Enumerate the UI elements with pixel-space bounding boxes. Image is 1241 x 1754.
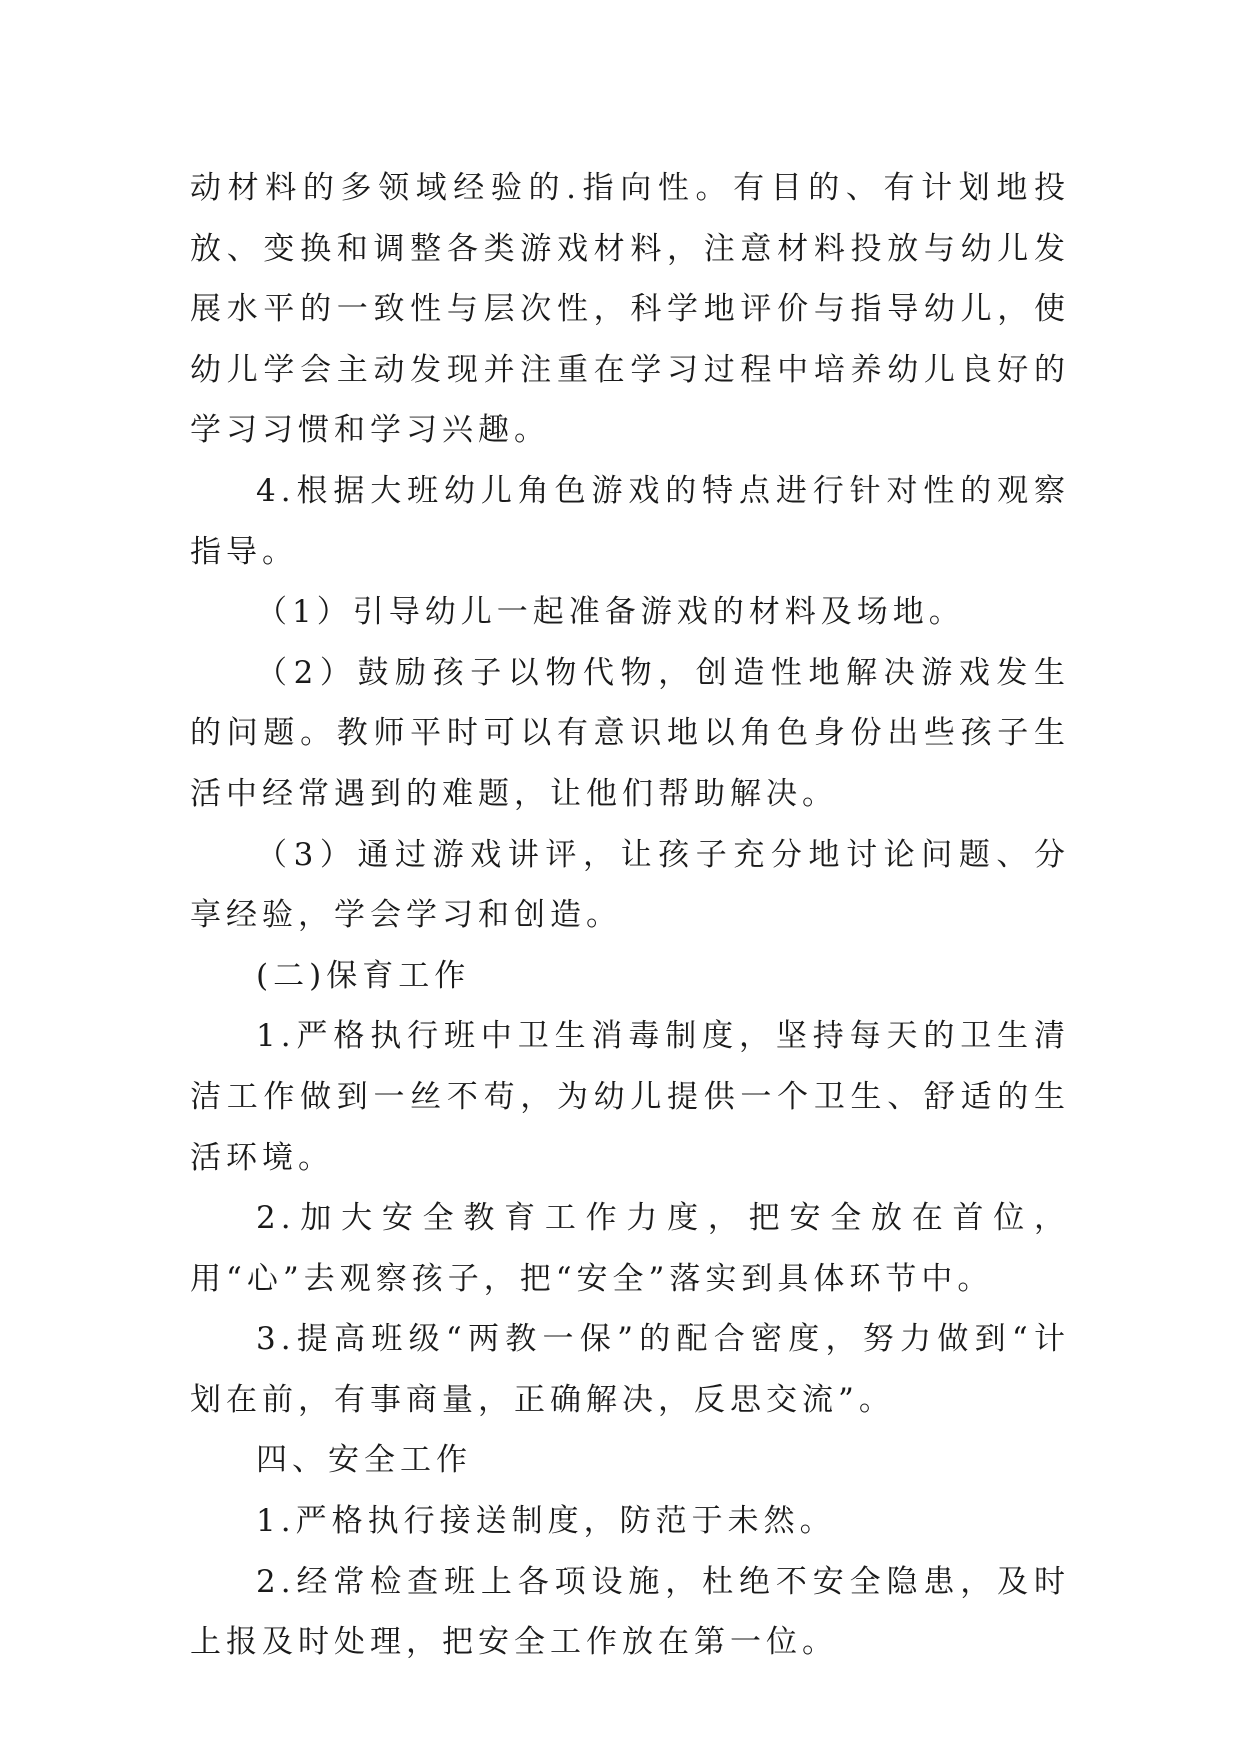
section-heading-care: (二)保育工作 — [256, 957, 471, 994]
paragraph-safety-1: 1.严格执行接送制度，防范于未然。 — [256, 1503, 836, 1540]
document-body — [190, 158, 1070, 1673]
paragraph-care-1: 1.严格执行班中卫生消毒制度，坚持每天的卫生清洁工作做到一丝不苟，为幼儿提供一个卫生、舒适的生活环境。 — [190, 1018, 1070, 1176]
section-heading-safety: 四、安全工作 — [256, 1442, 472, 1479]
paragraph-materials: 动材料的多领域经验的.指向性。有目的、有计划地投放、变换和调整各类游戏材料，注意材料投放与幼儿发展水平的一致性与层次性，科学地评价与指导幼儿，使幼儿学会主动发现并注重在学习过程中培养幼儿良好的学习习惯和学习兴趣。 — [190, 170, 1070, 449]
paragraph-care-2: 2.加大安全教育工作力度，把安全放在首位，用“心”去观察孩子，把“安全”落实到具体环节中。 — [190, 1200, 1070, 1297]
paragraph-sub-1: （1）引导幼儿一起准备游戏的材料及场地。 — [256, 594, 965, 631]
paragraph-sub-3: （3）通过游戏讲评，让孩子充分地讨论问题、分享经验，学会学习和创造。 — [190, 836, 1070, 934]
paragraph-item-4: 4.根据大班幼儿角色游戏的特点进行针对性的观察指导。 — [190, 472, 1070, 570]
paragraph-care-3: 3.提高班级“两教一保”的配合密度，努力做到“计划在前，有事商量，正确解决，反思交流”。 — [190, 1321, 1070, 1418]
paragraph-safety-2: 2.经常检查班上各项设施，杜绝不安全隐患，及时上报及时处理，把安全工作放在第一位。 — [190, 1563, 1070, 1661]
paragraph-sub-2: （2）鼓励孩子以物代物，创造性地解决游戏发生的问题。教师平时可以有意识地以角色身份出些孩子生活中经常遇到的难题，让他们帮助解决。 — [190, 654, 1070, 812]
